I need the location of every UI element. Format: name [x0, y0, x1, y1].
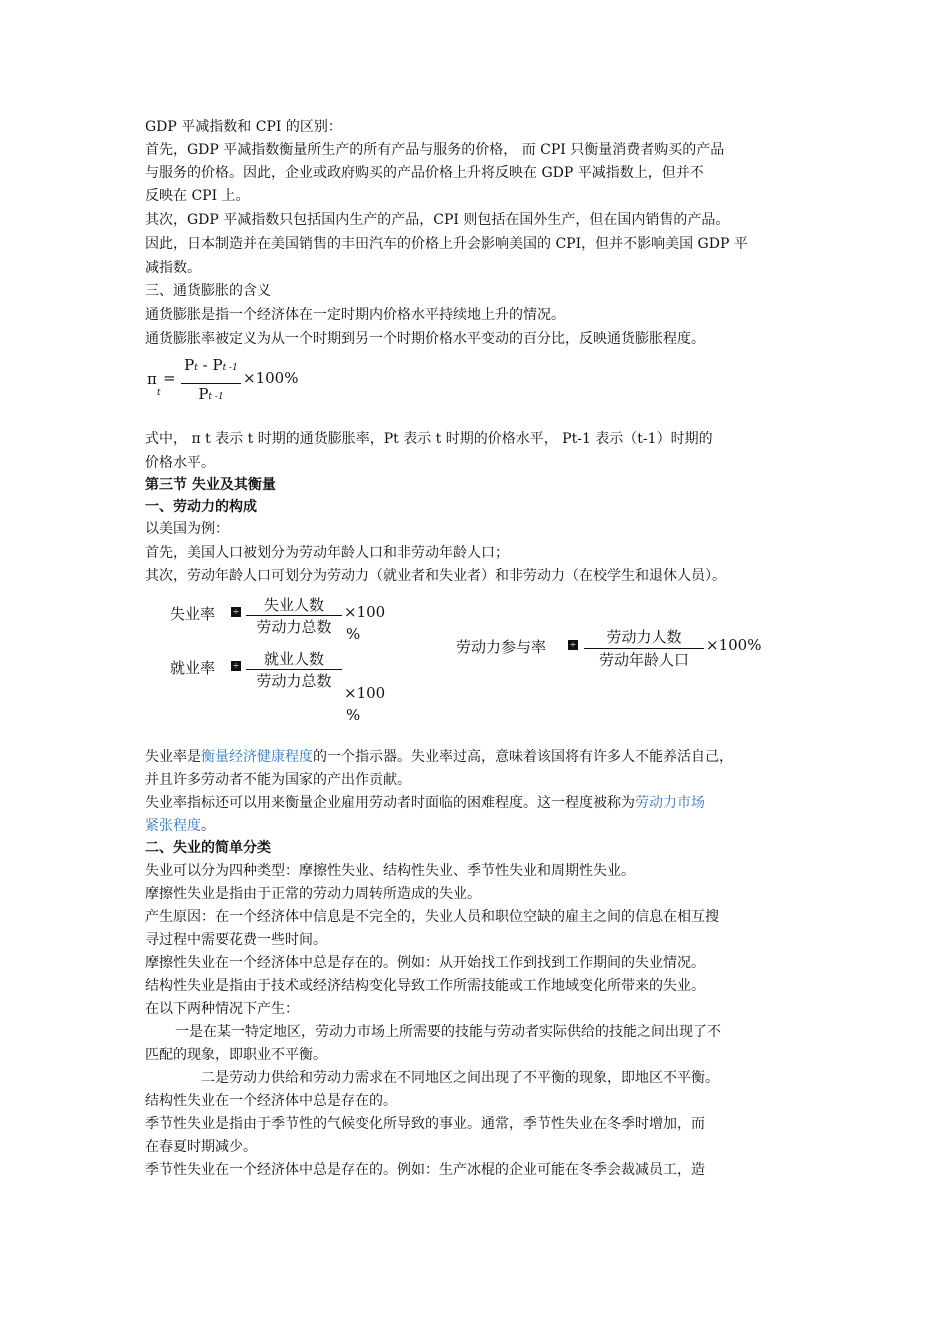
text-line: 季节性失业在一个经济体中总是存在的。例如：生产冰棍的企业可能在冬季会裁减员工，造: [145, 1162, 705, 1178]
inflation-formula: [145, 356, 345, 416]
formula-label: 劳动力参与率: [456, 638, 547, 656]
numerator: 劳动力人数: [606, 628, 682, 646]
text-line: 在春夏时期减少。: [145, 1139, 257, 1155]
inflation-numerator: Pt - Pt -1: [184, 356, 238, 374]
text-line: 摩擦性失业在一个经济体中总是存在的。例如：从开始找工作到找到工作期间的失业情况。: [145, 955, 705, 971]
text-line: 首先，美国人口被划分为劳动年龄人口和非劳动年龄人口；: [145, 545, 509, 561]
inflation-denominator: Pt -1: [198, 385, 224, 403]
subsection-heading: 一、劳动力的构成: [145, 499, 257, 515]
text-line: 二是劳动力供给和劳动力需求在不同地区之间出现了不平衡的现象，即地区不平衡。: [201, 1070, 719, 1086]
text-line: 匹配的现象，即职业不平衡。: [145, 1047, 327, 1063]
text-line: 通货膨胀率被定义为从一个时期到另一个时期价格水平变动的百分比，反映通货膨胀程度。: [145, 331, 705, 347]
times-100-percent: ×100%: [706, 636, 762, 654]
text-line: 其次，GDP 平减指数只包括国内生产的产品，CPI 则包括在国外生产，但在国内销售的产品。: [145, 212, 730, 228]
text-line: 减指数。: [145, 260, 201, 276]
times-100: ×100: [344, 684, 386, 702]
equals-sign: =: [163, 369, 176, 387]
denominator: 劳动年龄人口: [598, 651, 689, 669]
percent-sign: %: [346, 625, 361, 643]
text-line: 式中， π t 表示 t 时期的通货膨胀率，Pt 表示 t 时期的价格水平， Pt-1 表示（t-1）时期的: [145, 431, 713, 447]
text-line: GDP 平减指数和 CPI 的区别：: [145, 119, 342, 135]
text-line: 价格水平。: [145, 455, 215, 471]
numerator: 失业人数: [263, 596, 324, 614]
subsection-heading: 二、失业的简单分类: [145, 840, 271, 856]
text-line: 结构性失业在一个经济体中总是存在的。: [145, 1093, 397, 1109]
text-line: 寻过程中需要花费一些时间。: [145, 932, 327, 948]
fraction-bar: [181, 383, 241, 384]
pi-subscript: t: [157, 388, 161, 398]
text-line: 与服务的价格。因此，企业或政府购买的产品价格上升将反映在 GDP 平减指数上，但并不: [145, 165, 704, 181]
text-line: 并且许多劳动者不能为国家的产出作贡献。: [145, 772, 411, 788]
denominator: 劳动力总数: [256, 618, 332, 636]
text-line: 产生原因：在一个经济体中信息是不完全的，失业人员和职位空缺的雇主之间的信息在相互搜: [145, 909, 719, 925]
formula-label: 就业率: [170, 659, 216, 677]
text-line: 通货膨胀是指一个经济体在一定时期内价格水平持续地上升的情况。: [145, 307, 565, 323]
times-100-percent: ×100%: [243, 369, 299, 387]
text-line: 失业率指标还可以用来衡量企业雇用劳动者时面临的困难程度。这一程度被称为劳动力市场: [145, 795, 705, 811]
text-line: 失业可以分为四种类型：摩擦性失业、结构性失业、季节性失业和周期性失业。: [145, 863, 635, 879]
box-symbol: ÷: [232, 607, 240, 616]
box-symbol: ÷: [569, 640, 577, 649]
text-line: 反映在 CPI 上。: [145, 188, 250, 204]
section-heading: 三、通货膨胀的含义: [145, 283, 271, 299]
formula-label: 失业率: [170, 605, 216, 623]
text-line: 其次，劳动年龄人口可划分为劳动力（就业者和失业者）和非劳动力（在校学生和退休人员）。: [145, 568, 726, 584]
text-line: 以美国为例：: [145, 521, 229, 537]
unemployment-rate-formula: [170, 594, 400, 644]
link-tightness[interactable]: 紧张程度: [145, 818, 201, 834]
text-line: 失业率是衡量经济健康程度的一个指示器。失业率过高，意味着该国将有许多人不能养活自己，: [145, 749, 733, 765]
times-100: ×100: [344, 603, 386, 621]
employment-rate-formula: [170, 648, 400, 722]
pi-symbol: π: [147, 370, 157, 388]
text-line: 首先，GDP 平减指数衡量所生产的所有产品与服务的价格， 而 CPI 只衡量消费者购买的产品: [145, 142, 725, 158]
participation-rate-formula: [456, 618, 786, 668]
numerator: 就业人数: [263, 650, 324, 668]
denominator: 劳动力总数: [256, 672, 332, 690]
text-line: 结构性失业是指由于技术或经济结构变化导致工作所需技能或工作地域变化所带来的失业。: [145, 978, 705, 994]
text-line: 紧张程度。: [145, 818, 215, 834]
percent-sign: %: [346, 706, 361, 724]
text-line: 一是在某一特定地区，劳动力市场上所需要的技能与劳动者实际供给的技能之间出现了不: [175, 1024, 721, 1040]
link-health-measure[interactable]: 衡量经济健康程度: [201, 749, 313, 765]
box-symbol: ÷: [232, 661, 240, 670]
text-line: 因此，日本制造并在美国销售的丰田汽车的价格上升会影响美国的 CPI，但并不影响美国 GDP 平: [145, 236, 748, 252]
link-labor-market[interactable]: 劳动力市场: [635, 795, 705, 811]
section-heading: 第三节 失业及其衡量: [145, 477, 276, 493]
text-line: 摩擦性失业是指由于正常的劳动力周转所造成的失业。: [145, 886, 481, 902]
text-line: 季节性失业是指由于季节性的气候变化所导致的事业。通常，季节性失业在冬季时增加，而: [145, 1116, 705, 1132]
text-line: 在以下两种情况下产生：: [145, 1001, 299, 1017]
